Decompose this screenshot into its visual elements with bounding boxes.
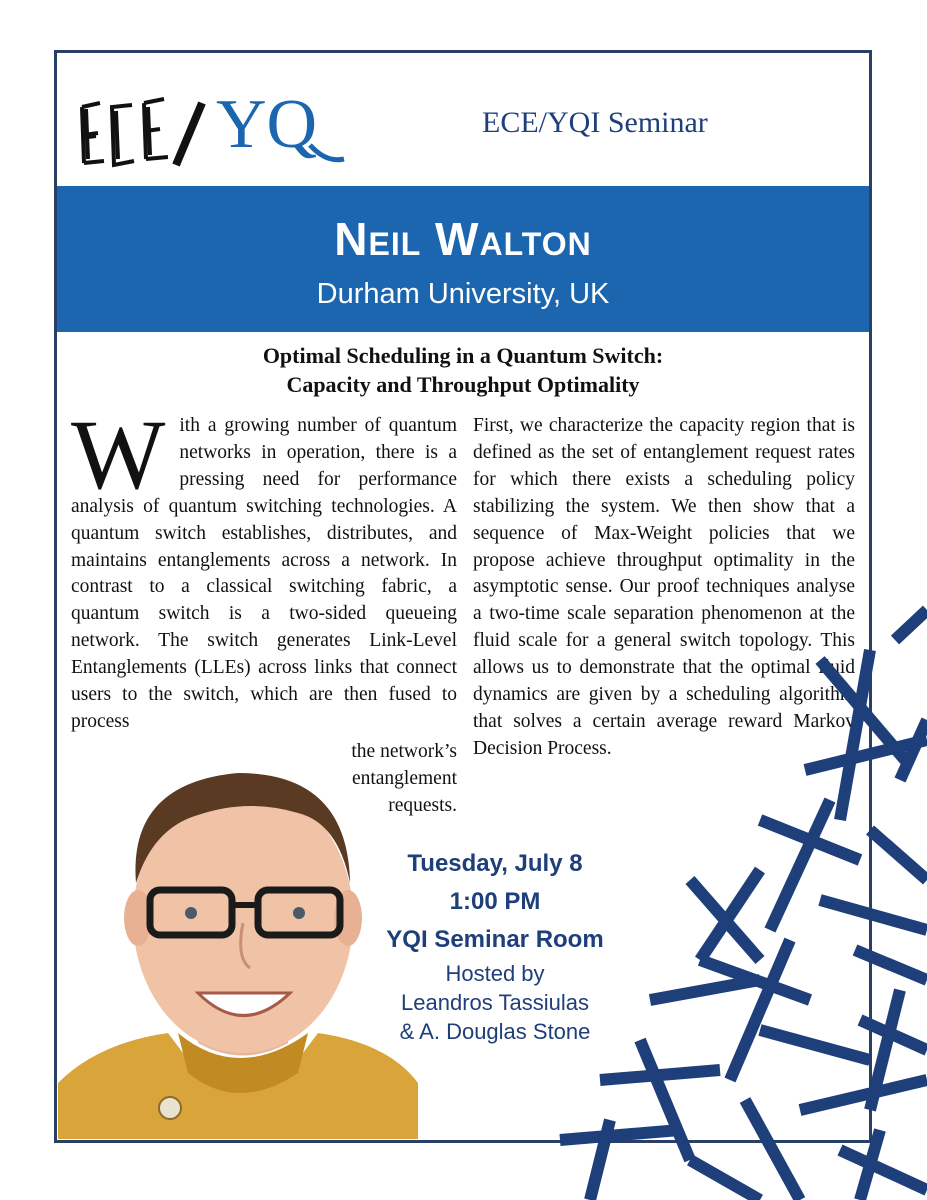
speaker-affiliation: Durham University, UK: [316, 278, 610, 310]
event-room: YQI Seminar Room: [386, 926, 604, 953]
speaker-band: [57, 186, 869, 332]
abstract-left-text: ith a growing number of quantum networks in operation, there is a pressing need for performance analysis of quantum switching technologies. A quantum switch establishes, distributes, and maintains entanglements across a network. In contrast to a classical switching fabric, a quantum switch is a two-sided queueing network. The switch generates Link-Level Entanglements (LLEs) across links that connect users to the switch, which are then fused to process: [71, 415, 457, 732]
abstract-right-column: [473, 413, 855, 763]
abstract-left-column: [71, 399, 457, 736]
speaker-name: Neil Walton: [334, 213, 592, 265]
talk-title-line-2: Capacity and Throughput Optimality: [286, 372, 640, 397]
hosted-by-label: Hosted by: [445, 961, 545, 986]
ece-letters: [82, 99, 168, 165]
dropcap: W: [71, 399, 166, 510]
talk-title: [140, 341, 786, 399]
talk-title-line-1: Optimal Scheduling in a Quantum Switch:: [262, 343, 664, 368]
abstract-left-tail: the network’s entanglement requests.: [351, 741, 457, 816]
event-details: [360, 845, 630, 1046]
abstract-right-text: First, we characterize the capacity region that is defined as the set of entanglement request rates for which there exists a scheduling policy stabilizing the system. We then show that a sequence of Max-Weight policies that we propose achieve throughput optimality in the asymptotic sense. Our proof techniques analyse a two-time scale separation phenomenon at the fluid scale for a general switch topology. This allows us to demonstrate that the optimal fluid dynamics are given by a scheduling algorithm that solves a certain average reward Markov Decision Process.: [473, 415, 855, 759]
event-date: Tuesday, July 8: [407, 850, 583, 877]
host-2: & A. Douglas Stone: [399, 1019, 591, 1044]
ece-yqi-logo: [76, 85, 366, 175]
logo-yqi-text: YQ: [216, 86, 318, 163]
host-1: Leandros Tassiulas: [401, 990, 589, 1015]
event-time: 1:00 PM: [449, 888, 541, 915]
logo-slash: [176, 103, 202, 165]
seminar-label: ECE/YQI Seminar: [482, 106, 708, 139]
